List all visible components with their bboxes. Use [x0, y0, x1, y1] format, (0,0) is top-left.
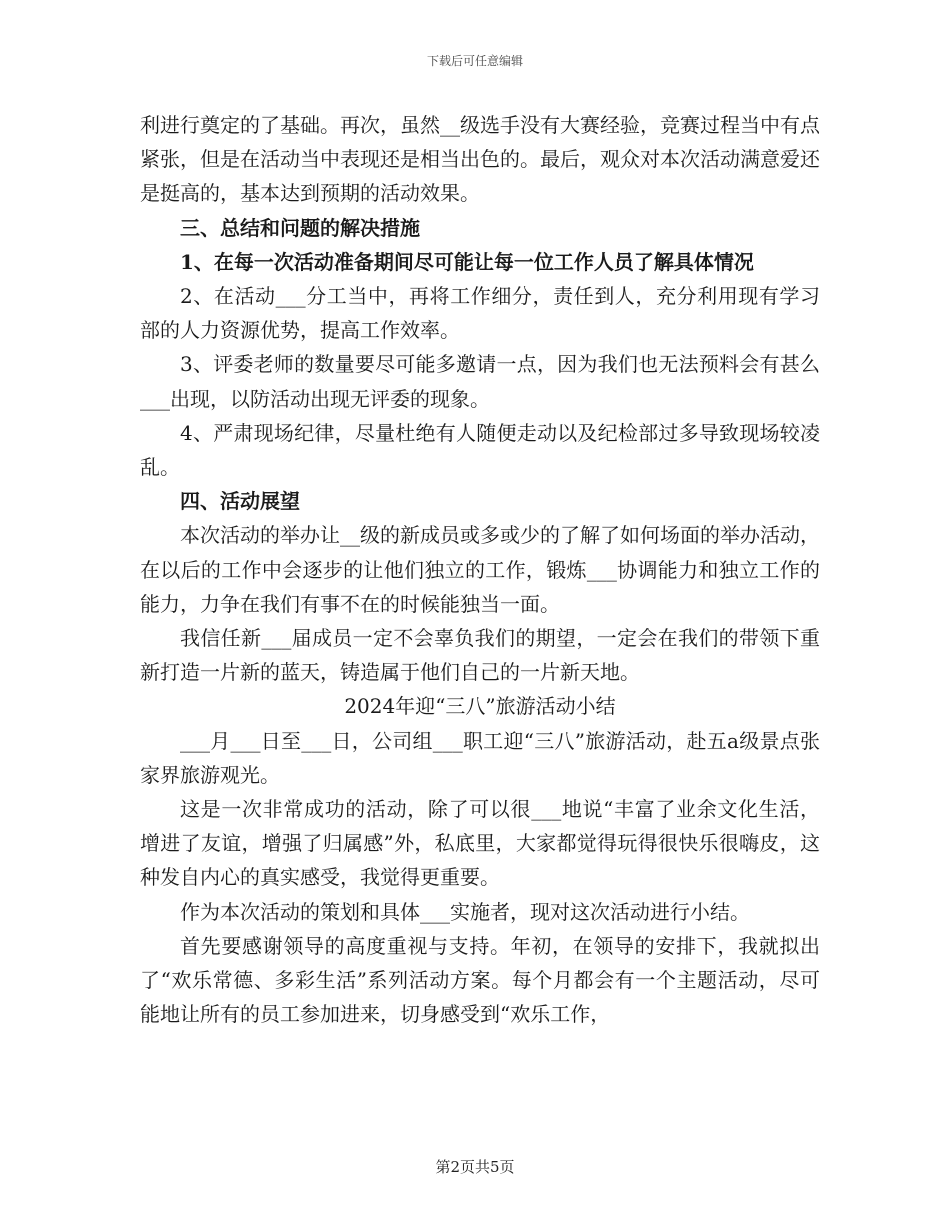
body-paragraph: 4、严肃现场纪律，尽量杜绝有人随便走动以及纪检部过多导致现场较凌乱。: [140, 420, 820, 480]
body-paragraph: 2、在活动___分工当中，再将工作细分，责任到人，充分利用现有学习部的人力资源优势，提高工作效率。: [140, 284, 820, 343]
body-paragraph: 利进行奠定的了基础。再次，虽然__级选手没有大赛经验，竞赛过程当中有点紧张，但是在活动当中表现还是相当出色的。最后，观众对本次活动满意爱还是挺高的，基本达到预期的活动效果。: [140, 113, 820, 206]
page-footer: 第2页共5页: [435, 1158, 515, 1176]
body-paragraph: 首先要感谢领导的高度重视与支持。年初，在领导的安排下，我就拟出了“欢乐常德、多彩生活”系列活动方案。每个月都会有一个主题活动，尽可能地让所有的员工参加进来，切身感受到“欢乐工作，: [140, 933, 820, 1027]
body-paragraph: 作为本次活动的策划和具体___实施者，现对这次活动进行小结。: [180, 899, 750, 924]
page-header: 下载后可任意编辑: [426, 54, 523, 68]
section-heading: 1、在每一次活动准备期间尽可能让每一位工作人员了解具体情况: [180, 249, 754, 274]
body-paragraph: 本次活动的举办让__级的新成员或多或少的了解了如何场面的举办活动，在以后的工作中会逐步的让他们独立的工作，锻炼___协调能力和独立工作的能力，力争在我们有事不在的时候能独当一面。: [140, 523, 820, 616]
section-heading: 三、总结和问题的解决措施: [180, 215, 420, 240]
body-paragraph: 3、评委老师的数量要尽可能多邀请一点，因为我们也无法预料会有甚么___出现，以防活动出现无评委的现象。: [140, 352, 820, 411]
section-heading: 四、活动展望: [180, 489, 300, 514]
body-paragraph: ___月___日至___日，公司组___职工迎“三八”旅游活动，赴五a级景点张家界旅游观光。: [140, 728, 820, 787]
body-paragraph: 我信任新___届成员一定不会辜负我们的期望，一定会在我们的带领下重新打造一片新的蓝天，铸造属于他们自己的一片新天地。: [140, 626, 820, 685]
document-body: [140, 108, 820, 1031]
article-title: 2024年迎“三八”旅游活动小结: [344, 694, 616, 719]
body-paragraph: 这是一次非常成功的活动，除了可以很___地说“丰富了业余文化生活，增进了友谊，增强了归属感”外，私底里，大家都觉得玩得很快乐很嗨皮，这种发自内心的真实感受，我觉得更重要。: [140, 797, 820, 890]
